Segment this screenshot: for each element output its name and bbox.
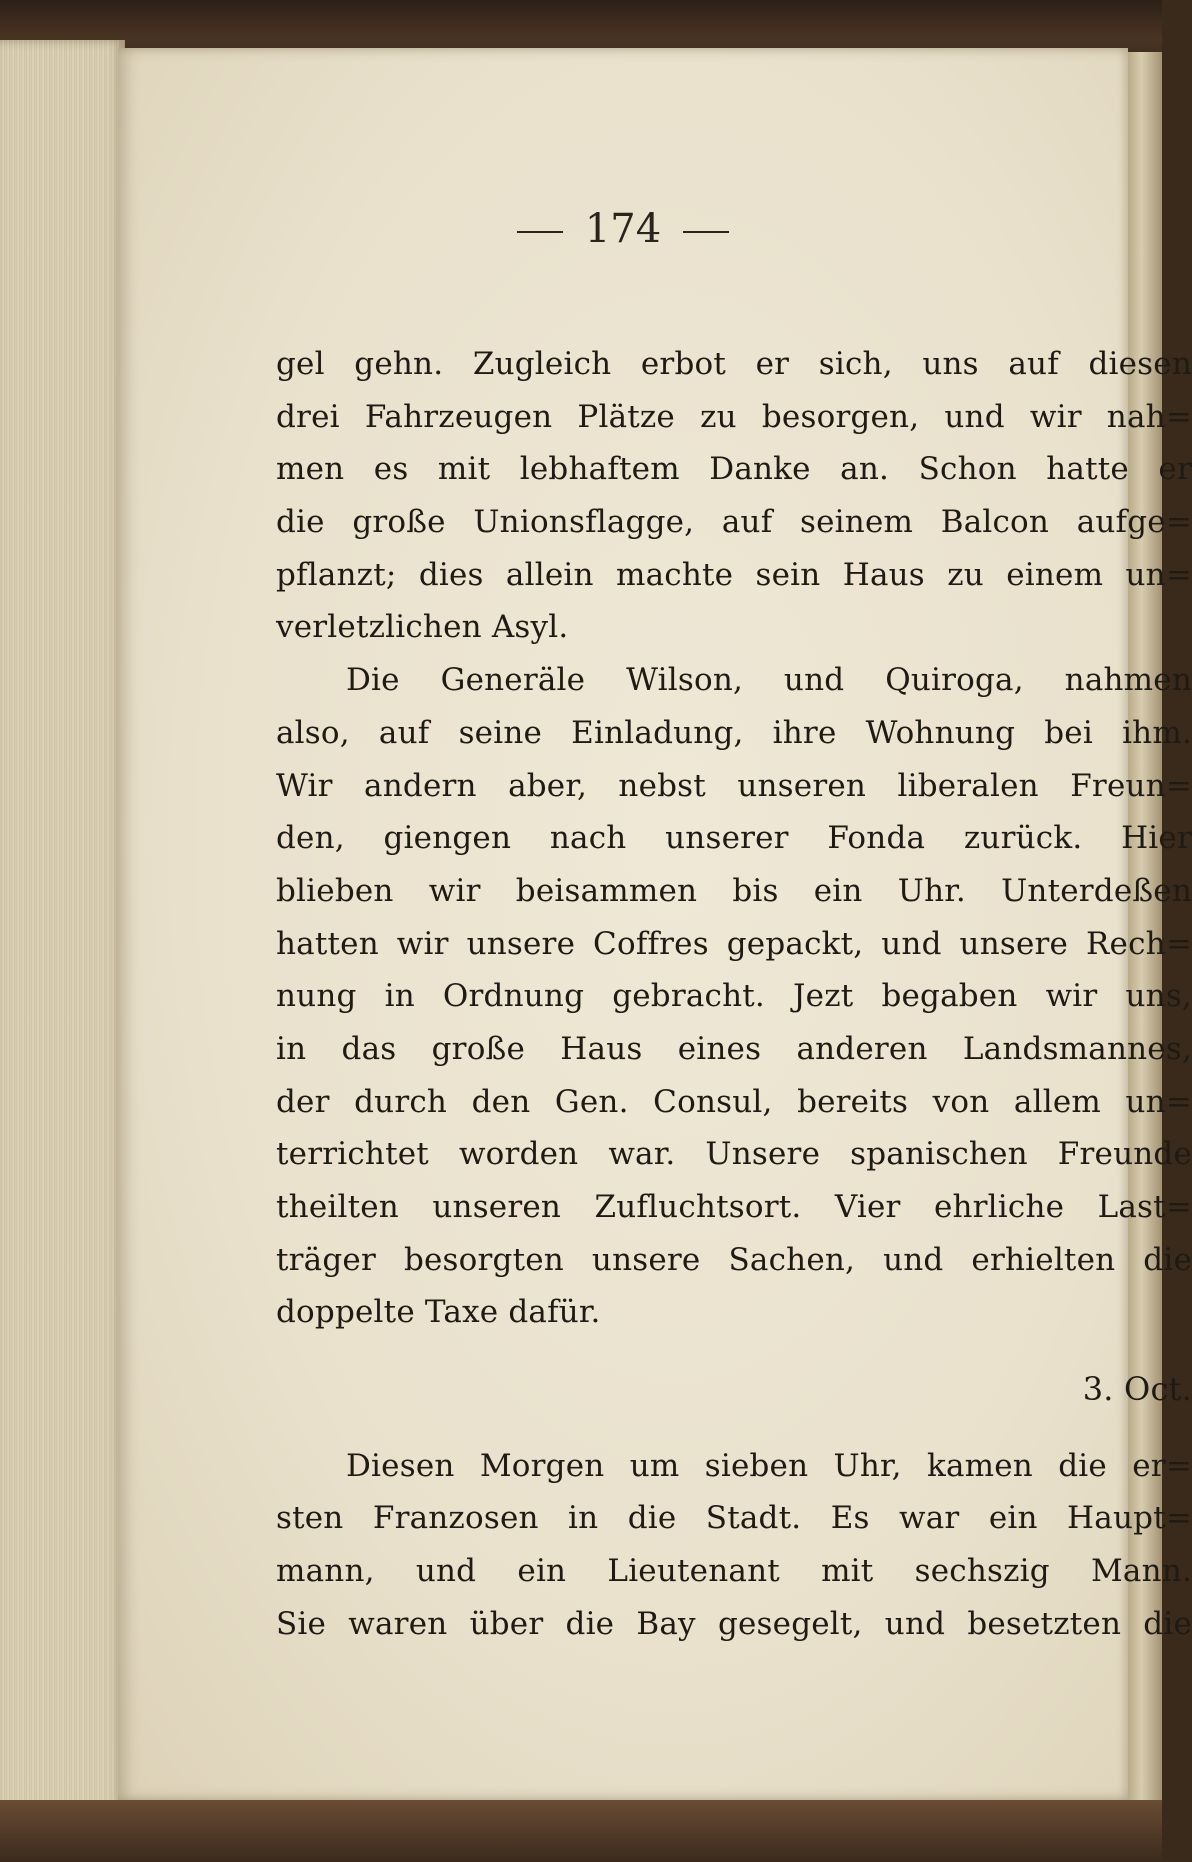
text-line: blieben wir beisammen bis ein Uhr. Unterdeßen	[276, 872, 1192, 909]
text-line: Wir andern aber, nebst unseren liberalen Freun=	[276, 767, 1192, 804]
text-line: men es mit lebhaftem Danke an. Schon hatte er	[276, 451, 1192, 488]
text-line: den, giengen nach unserer Fonda zurück. Hier	[276, 820, 1192, 857]
text-line: in das große Haus eines anderen Landsmannes,	[276, 1030, 1192, 1067]
text-line: doppelte Taxe dafür.	[276, 1294, 601, 1331]
page-number: 174	[584, 206, 662, 252]
text-line: sten Franzosen in die Stadt. Es war ein Haupt=	[276, 1500, 1192, 1537]
text-line: Sie waren über die Bay gesegelt, und besetzten die	[276, 1605, 1192, 1642]
text-line: Die Generäle Wilson, und Quiroga, nahmen	[346, 662, 1192, 699]
text-line: also, auf seine Einladung, ihre Wohnung bei ihm.	[276, 714, 1192, 751]
header-dash-left	[517, 231, 563, 233]
book-cover-bottom	[0, 1800, 1162, 1862]
text-line: nung in Ordnung gebracht. Jezt begaben wir uns,	[276, 978, 1192, 1015]
text-line: Diesen Morgen um sieben Uhr, kamen die er=	[346, 1447, 1192, 1484]
date-heading: 3. Oct.	[1082, 1370, 1192, 1409]
page-stack-edge	[0, 40, 125, 1810]
text-line: gel gehn. Zugleich erbot er sich, uns auf diesen	[276, 346, 1192, 382]
text-line: terrichtet worden war. Unsere spanischen Freunde	[276, 1136, 1192, 1173]
text-line: theilten unseren Zufluchtsort. Vier ehrliche Last=	[276, 1189, 1192, 1225]
text-line: mann, und ein Lieutenant mit sechszig Mann.	[276, 1553, 1192, 1590]
text-line: die große Unionsflagge, auf seinem Balcon aufge=	[276, 504, 1192, 541]
page-text	[276, 338, 1192, 1651]
header-dash-right	[683, 231, 729, 233]
book-page	[118, 48, 1192, 1800]
text-line: hatten wir unsere Coffres gepackt, und unsere Rech=	[276, 925, 1192, 962]
text-line: der durch den Gen. Consul, bereits von allem un=	[276, 1083, 1192, 1120]
page-header	[118, 206, 1128, 252]
text-line: pflanzt; dies allein machte sein Haus zu einem un=	[276, 556, 1192, 593]
text-line: verletzlichen Asyl.	[276, 609, 569, 646]
text-line: drei Fahrzeugen Plätze zu besorgen, und wir nah=	[276, 398, 1192, 435]
text-line: träger besorgten unsere Sachen, und erhielten die	[276, 1241, 1192, 1278]
